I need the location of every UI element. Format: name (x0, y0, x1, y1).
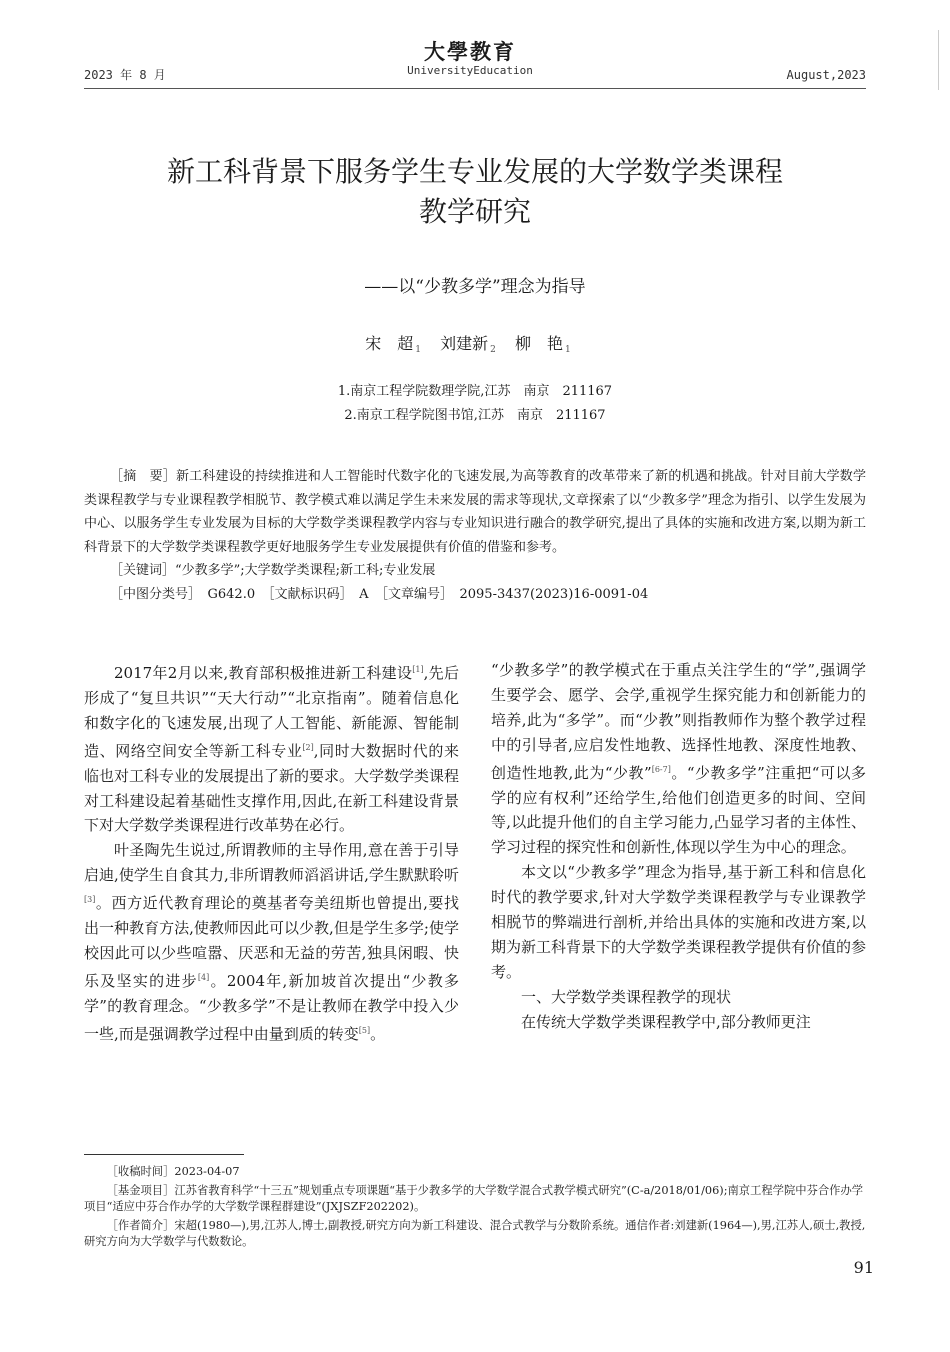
author-name: 柳 艳 (514, 334, 563, 353)
body-text: 。 (370, 1024, 386, 1043)
body-text: 在传统大学数学类课程教学中,部分教师更注 (521, 1012, 811, 1031)
keywords: ［关键词］“少教多学”;大学数学类课程;新工科;专业发展 (110, 563, 436, 579)
body-text: 。2004年,新加坡首次提出“少教多学”的教育理念。“少教多学”不是让教师在教学中投入少一些,而是强调教学过程中由量到质的转变 (84, 971, 459, 1043)
page-number: 91 (853, 1258, 874, 1277)
section-heading (491, 985, 866, 1010)
abstract-block (84, 465, 866, 607)
body-paragraph (491, 860, 866, 985)
footnote-funding: ［基金项目］江苏省教育科学“十三五”规划重点专项课题“基于少教多学的大学数学混合式教学模式研究”(C-a/2018/01/06);南京工程学院中芬合作办学项目“适应中芬合作办学的大学数学课程群建设”(JXJSZF202202)。 (84, 1184, 864, 1213)
author-name: 宋 超 (365, 334, 414, 353)
footnote-author-bio: ［作者简介］宋超(1980—),男,江苏人,博士,副教授,研究方向为新工科建设、混合式教学与分数阶系统。通信作者:刘建新(1964—),男,江苏人,硕士,教授,研究方向为大学数学与代数数论。 (84, 1219, 866, 1248)
journal-logo (380, 40, 560, 77)
header-divider (84, 88, 866, 89)
author-affiliation-mark: 1 (415, 345, 422, 355)
body-text: ,先后形成了“复旦共识”“天大行动”“北京指南”。随着信息化和数字化的飞速发展,出现了人工智能、新能源、智能制造、网络空间安全等新工科专业 (84, 664, 459, 760)
article-title (60, 152, 890, 232)
article-subtitle: ——以“少教多学”理念为指导 (364, 277, 586, 297)
body-paragraph (84, 838, 459, 1046)
author-list (60, 331, 890, 354)
author-affiliation-mark: 2 (490, 345, 496, 355)
abstract-text: ［摘 要］新工科建设的持续推进和人工智能时代数字化的飞速发展,为高等教育的改革带来了新的机遇和挑战。针对目前大学数学类课程教学与专业课程教学相脱节、教学模式难以满足学生未来发展的需求等现状,文章探索了以“少教多学”理念为指引、以学生发展为中心、以服务学生专业发展为目标的大学数学类课程教学内容与专业知识进行融合的教学研究,提出了具体的实施和改进方案,以期为新工科背景下的大学数学类课程教学更好地服务学生专业发展提供有价值的借鉴和参考。 (84, 469, 866, 555)
body-text: 叶圣陶先生说过,所谓教师的主导作用,意在善于引导启迪,使学生自食其力,非所谓教师滔滔讲话,学生默默聆听 (84, 841, 459, 885)
citation-marker: [5] (358, 1025, 371, 1035)
page-edge-rule (938, 30, 939, 90)
body-paragraph (491, 658, 866, 860)
journal-logo-en: UniversityEducation (407, 64, 533, 77)
body-paragraph (491, 1010, 866, 1035)
body-text: ,同时大数据时代的来临也对工科专业的发展提出了新的要求。大学数学类课程对工科建设起着基础性支撑作用,因此,在新工科建设背景下对大学数学类课程进行改革势在必行。 (84, 741, 460, 835)
body-column-right (491, 658, 866, 1035)
citation-marker: [6-7] (651, 764, 671, 774)
article-title-line: 新工科背景下服务学生专业发展的大学数学类课程 (166, 155, 783, 188)
citation-marker: [2] (302, 742, 314, 752)
classification-info: ［中图分类号］ G642.0 ［文献标识码］ A ［文章编号］ 2095-3437(2023)16-0091-04 (110, 586, 649, 602)
body-column-left (84, 658, 459, 1047)
citation-marker: [1] (412, 665, 424, 674)
body-text: 。西方近代教育理论的奠基者夸美纽斯也曾提出,要找出一种教育方法,使教师因此可以少教,但是学生多学;使学校因此可以少些喧嚣、厌恶和无益的劳苦,独具闲暇、快乐及坚实的进步 (84, 894, 459, 990)
footnote-divider (84, 1154, 244, 1155)
citation-marker: [3] (84, 895, 96, 905)
body-text: 。“少教多学”注重把“可以多学的应有权利”还给学生,给他们创造更多的时间、空间等,以此提升他们的自主学习能力,凸显学习者的主体性、学习过程的探究性和创新性,体现以学生为中心的理念。 (491, 763, 866, 857)
footnotes (84, 1164, 866, 1253)
author-affiliation-mark: 1 (564, 345, 571, 355)
body-paragraph (84, 658, 459, 838)
footnote-received: ［收稿时间］2023-04-07 (106, 1165, 240, 1178)
body-text: 一、大学数学类课程教学的现状 (521, 987, 732, 1006)
header-date-en: August,2023 (786, 68, 866, 82)
article-title-line: 教学研究 (418, 195, 531, 228)
citation-marker: [4] (197, 972, 210, 982)
header-date-cn: 2023 年 8 月 (84, 68, 166, 82)
body-text: “少教多学”的教学模式在于重点关注学生的“学”,强调学生要学会、愿学、会学,重视学生探究能力和创新能力的培养,此为“多学”。而“少教”则指教师作为整个教学过程中的引导者,应启发性地教、选择性地教、深度性地教、创造性地教,此为“少教” (491, 661, 866, 782)
body-text: 本文以“少教多学”理念为指导,基于新工科和信息化时代的教学要求,针对大学数学类课程教学与专业课教学相脱节的弊端进行剖析,并给出具体的实施和改进方案,以期为新工科背景下的大学数学类课程教学提供有价值的参考。 (491, 863, 867, 981)
affiliation: 2.南京工程学院图书馆,江苏 南京 211167 (344, 408, 606, 423)
journal-logo-cn: 大學教育 (424, 39, 516, 64)
affiliation: 1.南京工程学院数理学院,江苏 南京 211167 (337, 384, 613, 399)
body-text: 2017年2月以来,教育部积极推进新工科建设 (114, 664, 413, 682)
author-name: 刘建新 (440, 334, 489, 353)
